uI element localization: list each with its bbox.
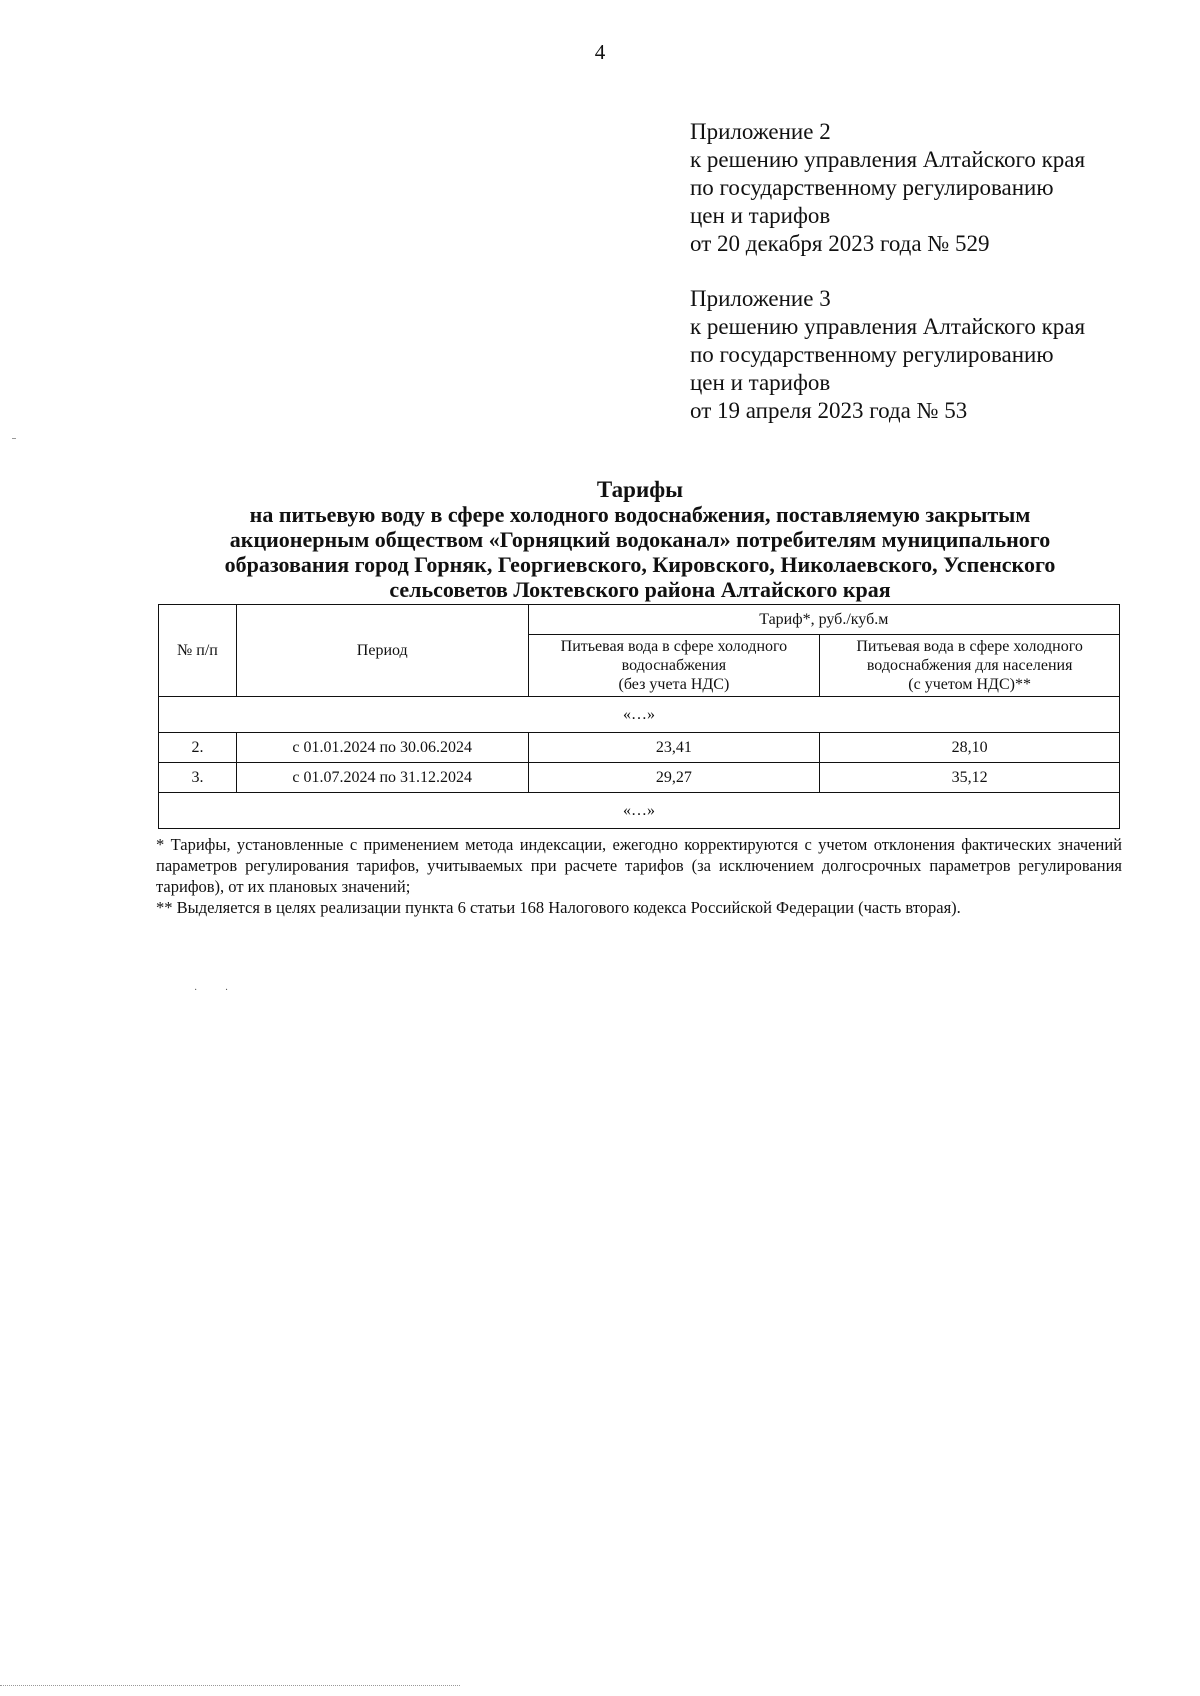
header-num: № п/п: [159, 605, 237, 697]
document-title: [150, 477, 1130, 602]
appendix-3-line: от 19 апреля 2023 года № 53: [690, 398, 968, 423]
header-col-a-line: водоснабжения: [621, 657, 727, 674]
ellipsis-cell: «…»: [159, 697, 1120, 733]
title-line: сельсоветов Локтевского района Алтайского края: [389, 577, 891, 602]
appendix-2-line: по государственному регулированию: [690, 175, 1054, 200]
appendix-2-line: цен и тарифов: [690, 203, 831, 228]
appendix-3-line: Приложение 3: [690, 286, 831, 311]
footnote-1: * Тарифы, установленные с применением метода индексации, ежегодно корректируются с учетом отклонения фактических значений параметров регулирования тарифов, учитываемых при расчете тарифов (за исключением долгосрочных параметров регулирования тарифов), от их плановых значений;: [156, 835, 1122, 896]
title-line: образования город Горняк, Георгиевского, Кировского, Николаевского, Успенского: [224, 552, 1056, 577]
cell-tariff-b: 28,10: [820, 733, 1120, 763]
cell-period: с 01.07.2024 по 31.12.2024: [236, 763, 528, 793]
header-col-b-line: водоснабжения для населения: [866, 657, 1073, 674]
scan-edge-line: [0, 1685, 460, 1686]
table-row: [159, 763, 1120, 793]
header-col-b-line: (с учетом НДС)**: [908, 676, 1031, 693]
appendix-3-line: к решению управления Алтайского края: [690, 314, 1086, 339]
cell-num: 2.: [159, 733, 237, 763]
ellipsis-cell: «…»: [159, 793, 1120, 829]
cell-period: с 01.01.2024 по 30.06.2024: [236, 733, 528, 763]
header-period: Период: [236, 605, 528, 697]
appendix-3-line: цен и тарифов: [690, 370, 831, 395]
cell-tariff-b: 35,12: [820, 763, 1120, 793]
cell-tariff-a: 29,27: [528, 763, 820, 793]
scan-speck: · ·: [194, 985, 229, 996]
table-row-ellipsis: [159, 697, 1120, 733]
cell-num: 3.: [159, 763, 237, 793]
appendix-3-header: [690, 285, 1170, 425]
header-col-a-line: Питьевая вода в сфере холодного: [560, 638, 788, 655]
appendix-2-line: Приложение 2: [690, 119, 831, 144]
table-row: [159, 733, 1120, 763]
appendix-2-line: к решению управления Алтайского края: [690, 147, 1086, 172]
table-row-ellipsis: [159, 793, 1120, 829]
footnote-2: ** Выделяется в целях реализации пункта 6 статьи 168 Налогового кодекса Российской Федерации (часть вторая).: [156, 898, 961, 917]
title-line: акционерным обществом «Горняцкий водоканал» потребителям муниципального: [229, 527, 1051, 552]
cell-tariff-a: 23,41: [528, 733, 820, 763]
header-col-a-line: (без учета НДС): [618, 676, 730, 693]
appendix-3-line: по государственному регулированию: [690, 342, 1054, 367]
tariffs-table: [158, 604, 1120, 829]
header-col-b: [820, 635, 1120, 697]
footnotes: [156, 834, 1122, 918]
appendix-2-header: [690, 118, 1170, 258]
title-line: на питьевую воду в сфере холодного водоснабжения, поставляемую закрытым: [249, 502, 1031, 527]
page-number: 4: [594, 40, 606, 64]
title-main: Тарифы: [596, 477, 684, 502]
scan-mark: [12, 438, 16, 439]
appendix-2-line: от 20 декабря 2023 года № 529: [690, 231, 990, 256]
header-col-b-line: Питьевая вода в сфере холодного: [856, 638, 1083, 655]
header-col-a: [528, 635, 820, 697]
header-tariff: Тариф*, руб./куб.м: [528, 605, 1119, 635]
